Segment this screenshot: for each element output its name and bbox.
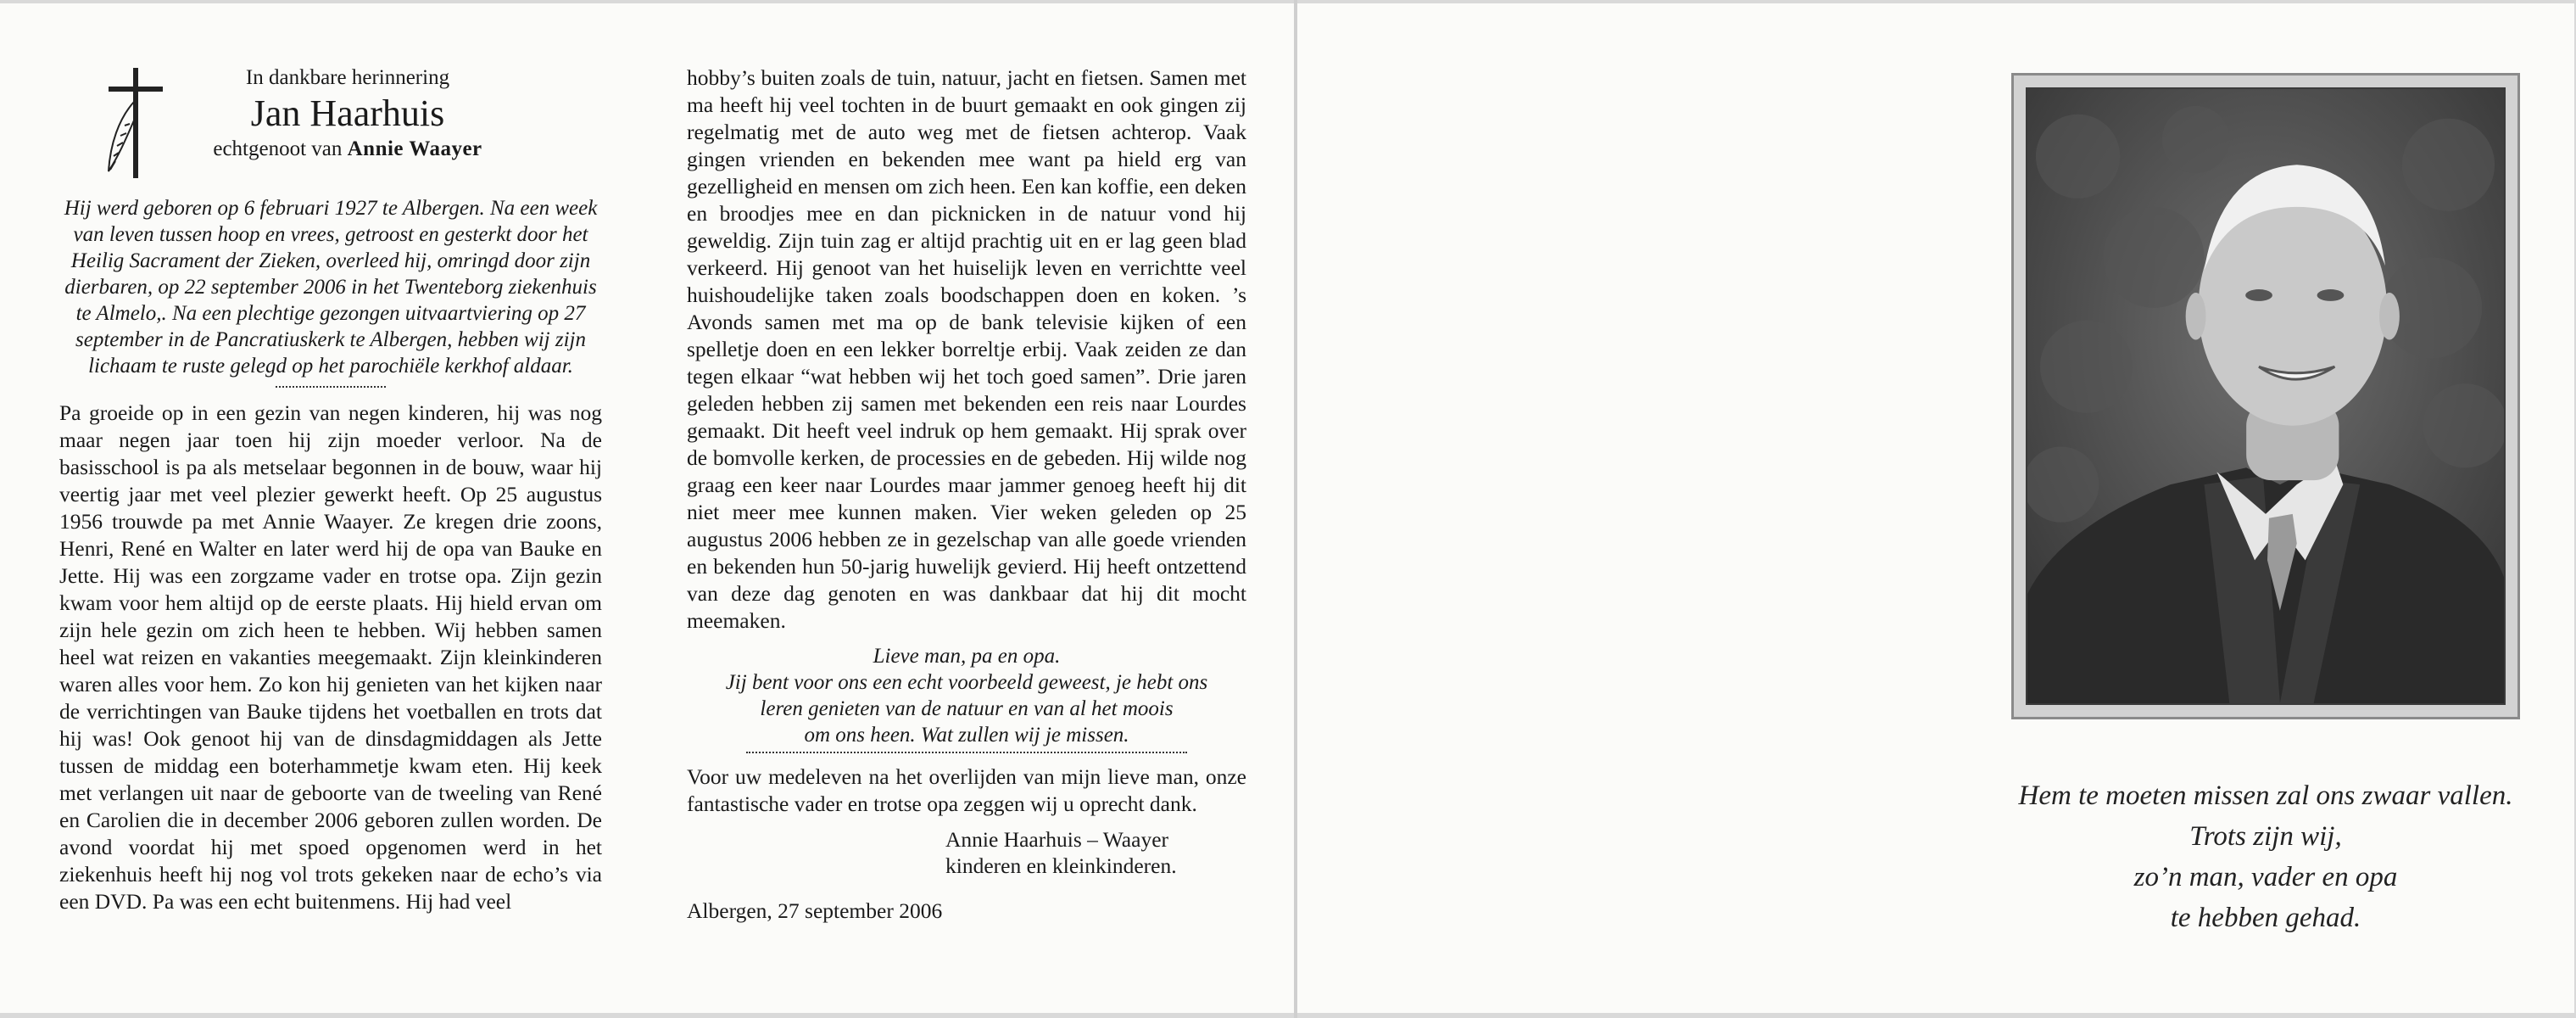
- divider: [276, 386, 386, 388]
- quote-line-1: Hem te moeten missen zal ons zwaar vallen.: [2018, 780, 2513, 811]
- death-notice: Hij werd geboren op 6 februari 1927 te Albergen. Na een week van leven tussen hoop en vrees, getroost en gesterkt door het Heilig Sacrament der Zieken, overleed hij, omringd door zijn dierbaren, op 22 september 2006 in het Twenteborg ziekenhuis te Almelo,. Na een plechtige gezongen uitvaartviering op 27 september in de Pancratiuskerk te Albergen, hebben wij zijn lichaam te ruste gelegd op het parochiële kerkhof aldaar.: [64, 197, 598, 378]
- thanks-text: Voor uw medeleven na het overlijden van mijn lieve man, onze fantastische vader en trotse opa zeggen wij u oprecht dank.: [687, 764, 1246, 816]
- portrait-frame: [2011, 73, 2520, 719]
- card-header: [59, 64, 602, 183]
- deceased-name: Jan Haarhuis: [250, 92, 445, 134]
- poem-line-4: om ons heen. Wat zullen wij je missen.: [804, 724, 1129, 747]
- divider: [746, 752, 1187, 753]
- spouse-prefix: echtgenoot van: [213, 137, 343, 160]
- middle-column: [687, 64, 1246, 925]
- card-outside-page: [1297, 3, 2574, 1013]
- left-column: [59, 64, 602, 915]
- poem-line-2: Jij bent voor ons een echt voorbeeld geweest, je hebt ons: [725, 671, 1208, 694]
- quote-line-4: te hebben gehad.: [2170, 903, 2361, 933]
- memorial-quote: [2011, 775, 2520, 938]
- signature-line-1: Annie Haarhuis – Waayer: [945, 827, 1169, 852]
- poem-line-3: leren genieten van de natuur en van al het moois: [760, 697, 1174, 720]
- spouse-name: Annie Waayer: [347, 137, 482, 160]
- spouse-line: [93, 136, 602, 163]
- place-date: Albergen, 27 september 2006: [687, 898, 943, 923]
- life-story-part-2: hobby’s buiten zoals de tuin, natuur, jacht en fietsen. Samen met ma heeft hij veel tochten in de buurt gemaakt en ook gingen zij regelmatig met de auto weg met de fietsen achterop. Vaak gingen vrienden en bekenden mee want pa hield erg van gezelligheid en mensen om zich heen. Een kan koffie, een deken en broodjes mee en dan picknicken in de natuur vond hij geweldig. Zijn tuin zag er altijd prachtig uit en er lag geen blad verkeerd. Hij genoot van het huiselijk leven en verrichtte veel huishoudelijke taken zoals boodschappen doen en koken. ’s Avonds samen met ma op de bank televisie kijken of een spelletje doen en een lekker borreltje erbij. Vaak zeiden ze dan tegen elkaar “wat hebben wij het toch goed samen”. Drie jaren geleden hebben zij samen met bekenden een reis naar Lourdes gemaakt. Dit heeft veel indruk op hem gemaakt. Hij sprak over de bomvolle kerken, de processies en de gebeden. Hij wilde nog graag een keer naar Lourdes maar jammer genoeg heeft hij dit niet meer mee kunnen maken. Vier weken geleden op 25 augustus 2006 hebben ze in gezelschap van alle goede vrienden en bekenden hun 50-jarig huwelijk gevierd. Hij heeft ontzettend van deze dag genoten en was dankbaar dat hij dit mocht meemaken.: [687, 65, 1246, 633]
- poem-line-1: Lieve man, pa en opa.: [873, 645, 1061, 668]
- quote-line-3: zo’n man, vader en opa: [2133, 862, 2398, 892]
- portrait-photo: [2026, 87, 2506, 705]
- quote-line-2: Trots zijn wij,: [2189, 821, 2342, 852]
- signature: [945, 826, 1246, 879]
- intro-line: In dankbare herinnering: [245, 66, 450, 89]
- life-story-part-1: Pa groeide op in een gezin van negen kinderen, hij was nog maar negen jaar toen hij zijn moeder verloor. Na de basisschool is pa als metselaar begonnen in de bouw, waar hij veertig jaar met veel plezier gewerkt heeft. Op 25 augustus 1956 trouwde pa met Annie Waayer. Ze kregen drie zoons, Henri, René en Walter en later werd hij de opa van Bauke en Jette. Hij was een zorgzame vader en trotse opa. Zijn gezin kwam voor hem altijd op de eerste plaats. Hij hield ervan om zijn hele gezin om zich heen te hebben. Wij hebben samen heel wat reizen en vakanties meegemaakt. Zijn kleinkinderen waren alles voor hem. Zo kon hij genieten van het kijken naar de verrichtingen van Bauke tijdens het voetballen en trots dat hij was! Ook genoot hij van de dinsdagmiddagen als Jette tussen de middag een boterhammetje kwam eten. Hij keek met verlangen uit naar de geboorte van de tweeling van René en Carolien die in december 2006 geboren zullen worden. De avond voordat hij met spoed opgenomen werd in het ziekenhuis heeft hij nog vol trots gekeken naar de echo’s via een DVD. Pa was een echt buitenmens. Hij had veel: [59, 400, 602, 914]
- signature-line-2: kinderen en kleinkinderen.: [945, 853, 1177, 878]
- cross-icon: [102, 68, 170, 178]
- farewell-poem: [687, 643, 1246, 748]
